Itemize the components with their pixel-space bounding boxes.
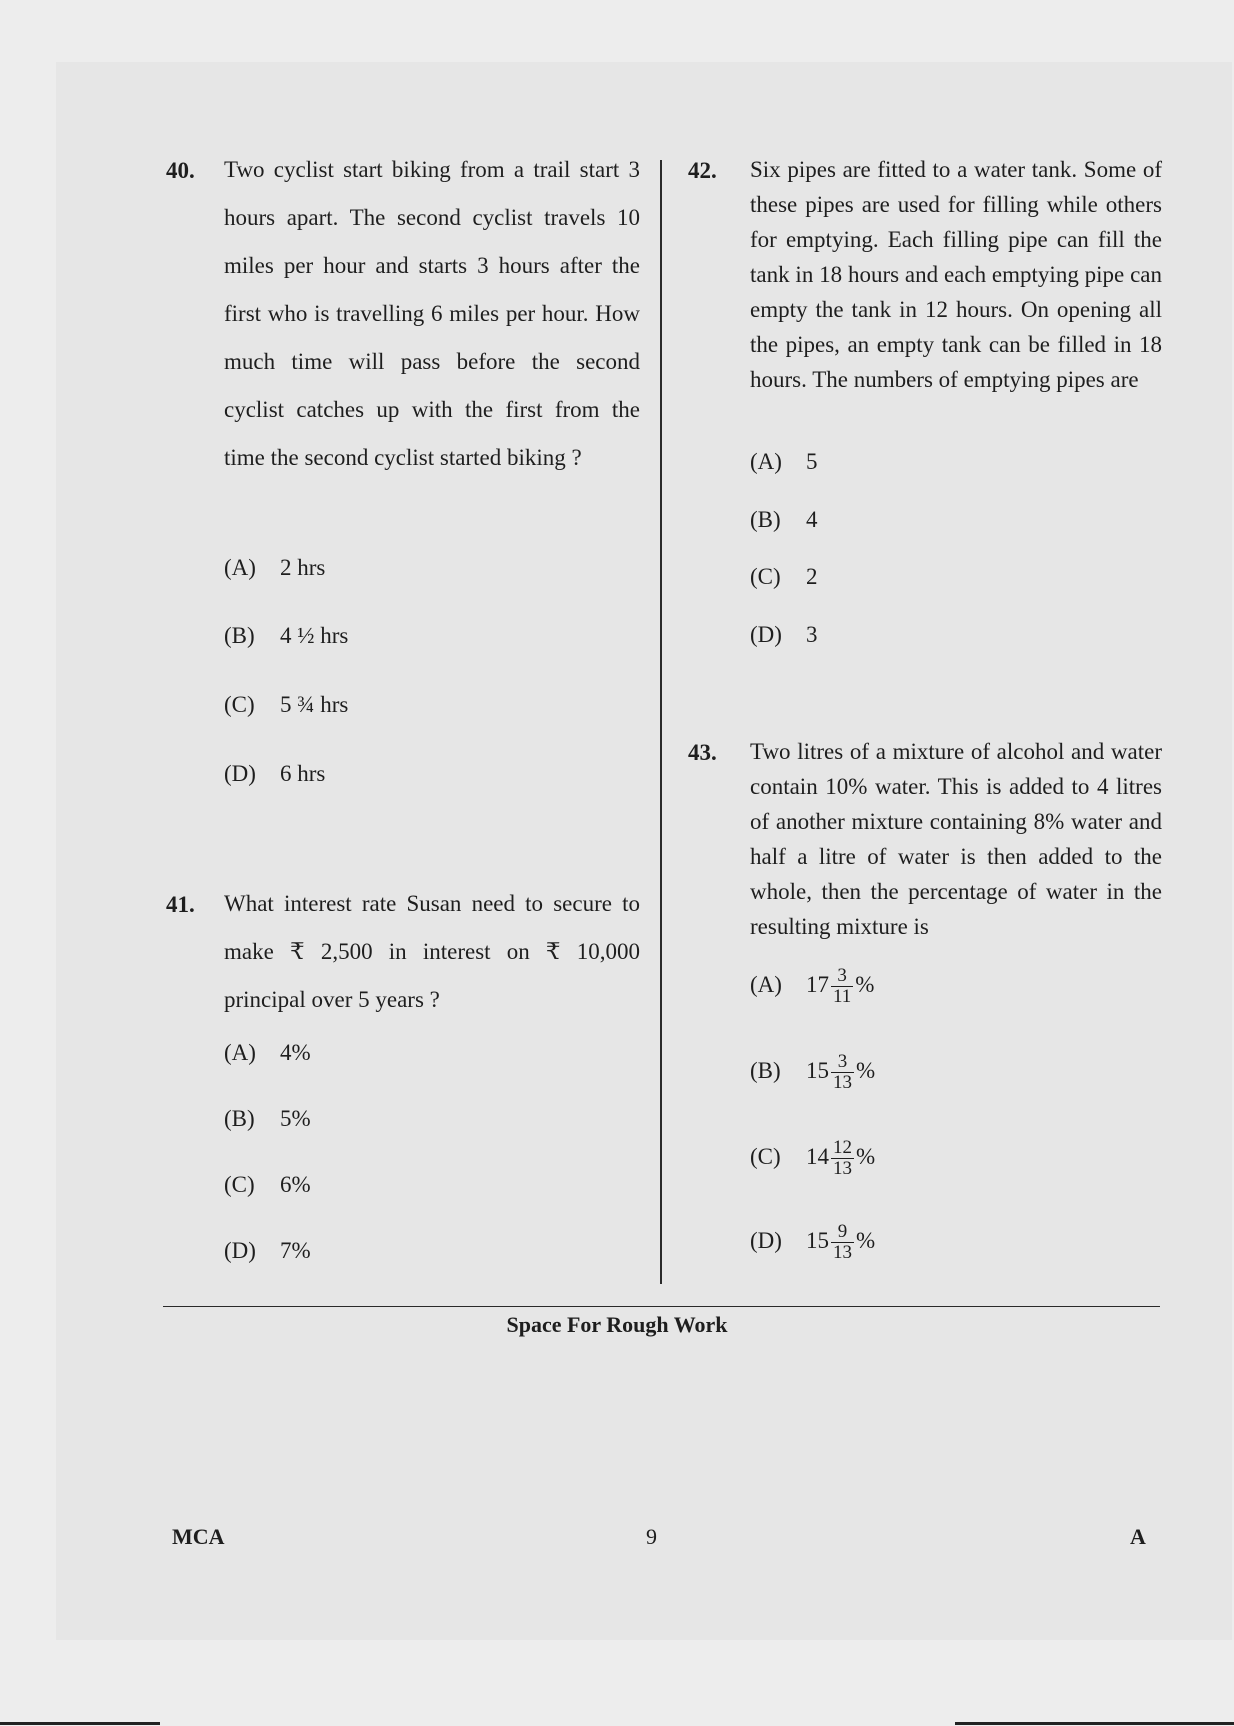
fraction-denominator: 13	[833, 1242, 852, 1263]
fraction	[831, 966, 853, 1007]
bottom-edge-mark	[0, 1722, 160, 1725]
fraction-numerator: 3	[831, 1052, 854, 1073]
footer-page-number: 9	[646, 1524, 657, 1549]
fraction-numerator: 9	[831, 1222, 854, 1243]
fraction	[831, 1052, 854, 1093]
option-label: (A)	[750, 449, 782, 474]
option-text: 5%	[280, 1106, 311, 1131]
option-d[interactable]	[750, 622, 818, 648]
question-number: 43.	[688, 740, 717, 765]
rough-work-divider	[163, 1306, 1160, 1307]
option-label: (C)	[224, 692, 255, 717]
fraction-numerator: 12	[833, 1137, 852, 1158]
fraction	[831, 1222, 854, 1263]
option-text: 6 hrs	[280, 761, 326, 786]
option-d[interactable]	[224, 761, 325, 787]
option-label: (D)	[750, 1227, 782, 1253]
footer-series-code: A	[1130, 1524, 1146, 1549]
option-b[interactable]	[224, 1106, 311, 1132]
option-a[interactable]	[224, 555, 325, 581]
option-b[interactable]	[750, 1052, 875, 1093]
option-c[interactable]	[750, 564, 818, 590]
option-label: (D)	[750, 622, 782, 647]
question-text: Six pipes are fitted to a water tank. Some of these pipes are used for filling while others for emptying. Each filling pipe can fill the tank in 18 hours and each emptying pipe can empty the tank in 12 hours. On opening all the pipes, an empty tank can be filled in 18 hours. The numbers of emptying pipes are	[750, 157, 1162, 392]
option-whole: 15	[806, 1227, 829, 1253]
question-number: 40.	[166, 158, 195, 183]
option-text: 2	[806, 564, 818, 589]
fraction-numerator: 3	[831, 966, 853, 987]
option-text: 4%	[280, 1040, 311, 1065]
column-divider	[660, 160, 662, 1284]
option-suffix: %	[855, 971, 875, 997]
option-label: (A)	[224, 1040, 256, 1065]
option-label: (C)	[224, 1172, 255, 1197]
option-label: (A)	[224, 555, 256, 580]
question-number: 42.	[688, 158, 717, 183]
option-text: 3	[806, 622, 818, 647]
option-label: (C)	[750, 1143, 781, 1169]
option-label: (B)	[224, 623, 255, 648]
option-suffix: %	[856, 1227, 876, 1253]
option-text: 6%	[280, 1172, 311, 1197]
option-label: (C)	[750, 564, 781, 589]
option-b[interactable]	[224, 623, 348, 649]
question-text: Two cyclist start biking from a trail start 3 hours apart. The second cyclist travels 10 miles per hour and starts 3 hours after the first who is travelling 6 miles per hour. How much time will pass before the second cyclist catches up with the first from the time the second cyclist started biking ?	[224, 157, 640, 470]
rough-work-heading: Space For Rough Work	[506, 1312, 728, 1337]
option-c[interactable]	[224, 692, 348, 718]
option-whole: 15	[806, 1057, 829, 1083]
option-text: 5	[806, 449, 818, 474]
option-suffix: %	[856, 1143, 876, 1169]
fraction-denominator: 13	[833, 1072, 852, 1093]
option-label: (D)	[224, 1238, 256, 1263]
question-text: What interest rate Susan need to secure to make ₹ 2,500 in interest on ₹ 10,000 principal over 5 years ?	[224, 891, 640, 1012]
option-text: 4	[806, 507, 818, 532]
option-a[interactable]	[750, 966, 874, 1007]
option-label: (A)	[750, 971, 782, 997]
option-label: (B)	[750, 1057, 781, 1083]
option-b[interactable]	[750, 507, 818, 533]
fraction	[831, 1138, 854, 1179]
option-c[interactable]	[224, 1172, 311, 1198]
option-whole: 17	[806, 971, 829, 997]
fraction-denominator: 13	[833, 1158, 852, 1179]
option-label: (D)	[224, 761, 256, 786]
option-text: 4 ½ hrs	[280, 623, 349, 648]
option-label: (B)	[224, 1106, 255, 1131]
bottom-edge-mark	[955, 1722, 1234, 1725]
question-number: 41.	[166, 892, 195, 917]
option-d[interactable]	[224, 1238, 311, 1264]
option-text: 7%	[280, 1238, 311, 1263]
option-text: 2 hrs	[280, 555, 326, 580]
option-text: 5 ¾ hrs	[280, 692, 349, 717]
question-text: Two litres of a mixture of alcohol and water contain 10% water. This is added to 4 litres of another mixture containing 8% water and half a litre of water is then added to the whole, then the percentage of water in the resulting mixture is	[750, 739, 1162, 939]
option-a[interactable]	[224, 1040, 311, 1066]
option-a[interactable]	[750, 449, 818, 475]
option-d[interactable]	[750, 1222, 875, 1263]
option-c[interactable]	[750, 1138, 875, 1179]
option-suffix: %	[856, 1057, 876, 1083]
option-whole: 14	[806, 1143, 829, 1169]
footer-course-code: MCA	[172, 1524, 225, 1549]
fraction-denominator: 11	[833, 986, 852, 1007]
option-label: (B)	[750, 507, 781, 532]
